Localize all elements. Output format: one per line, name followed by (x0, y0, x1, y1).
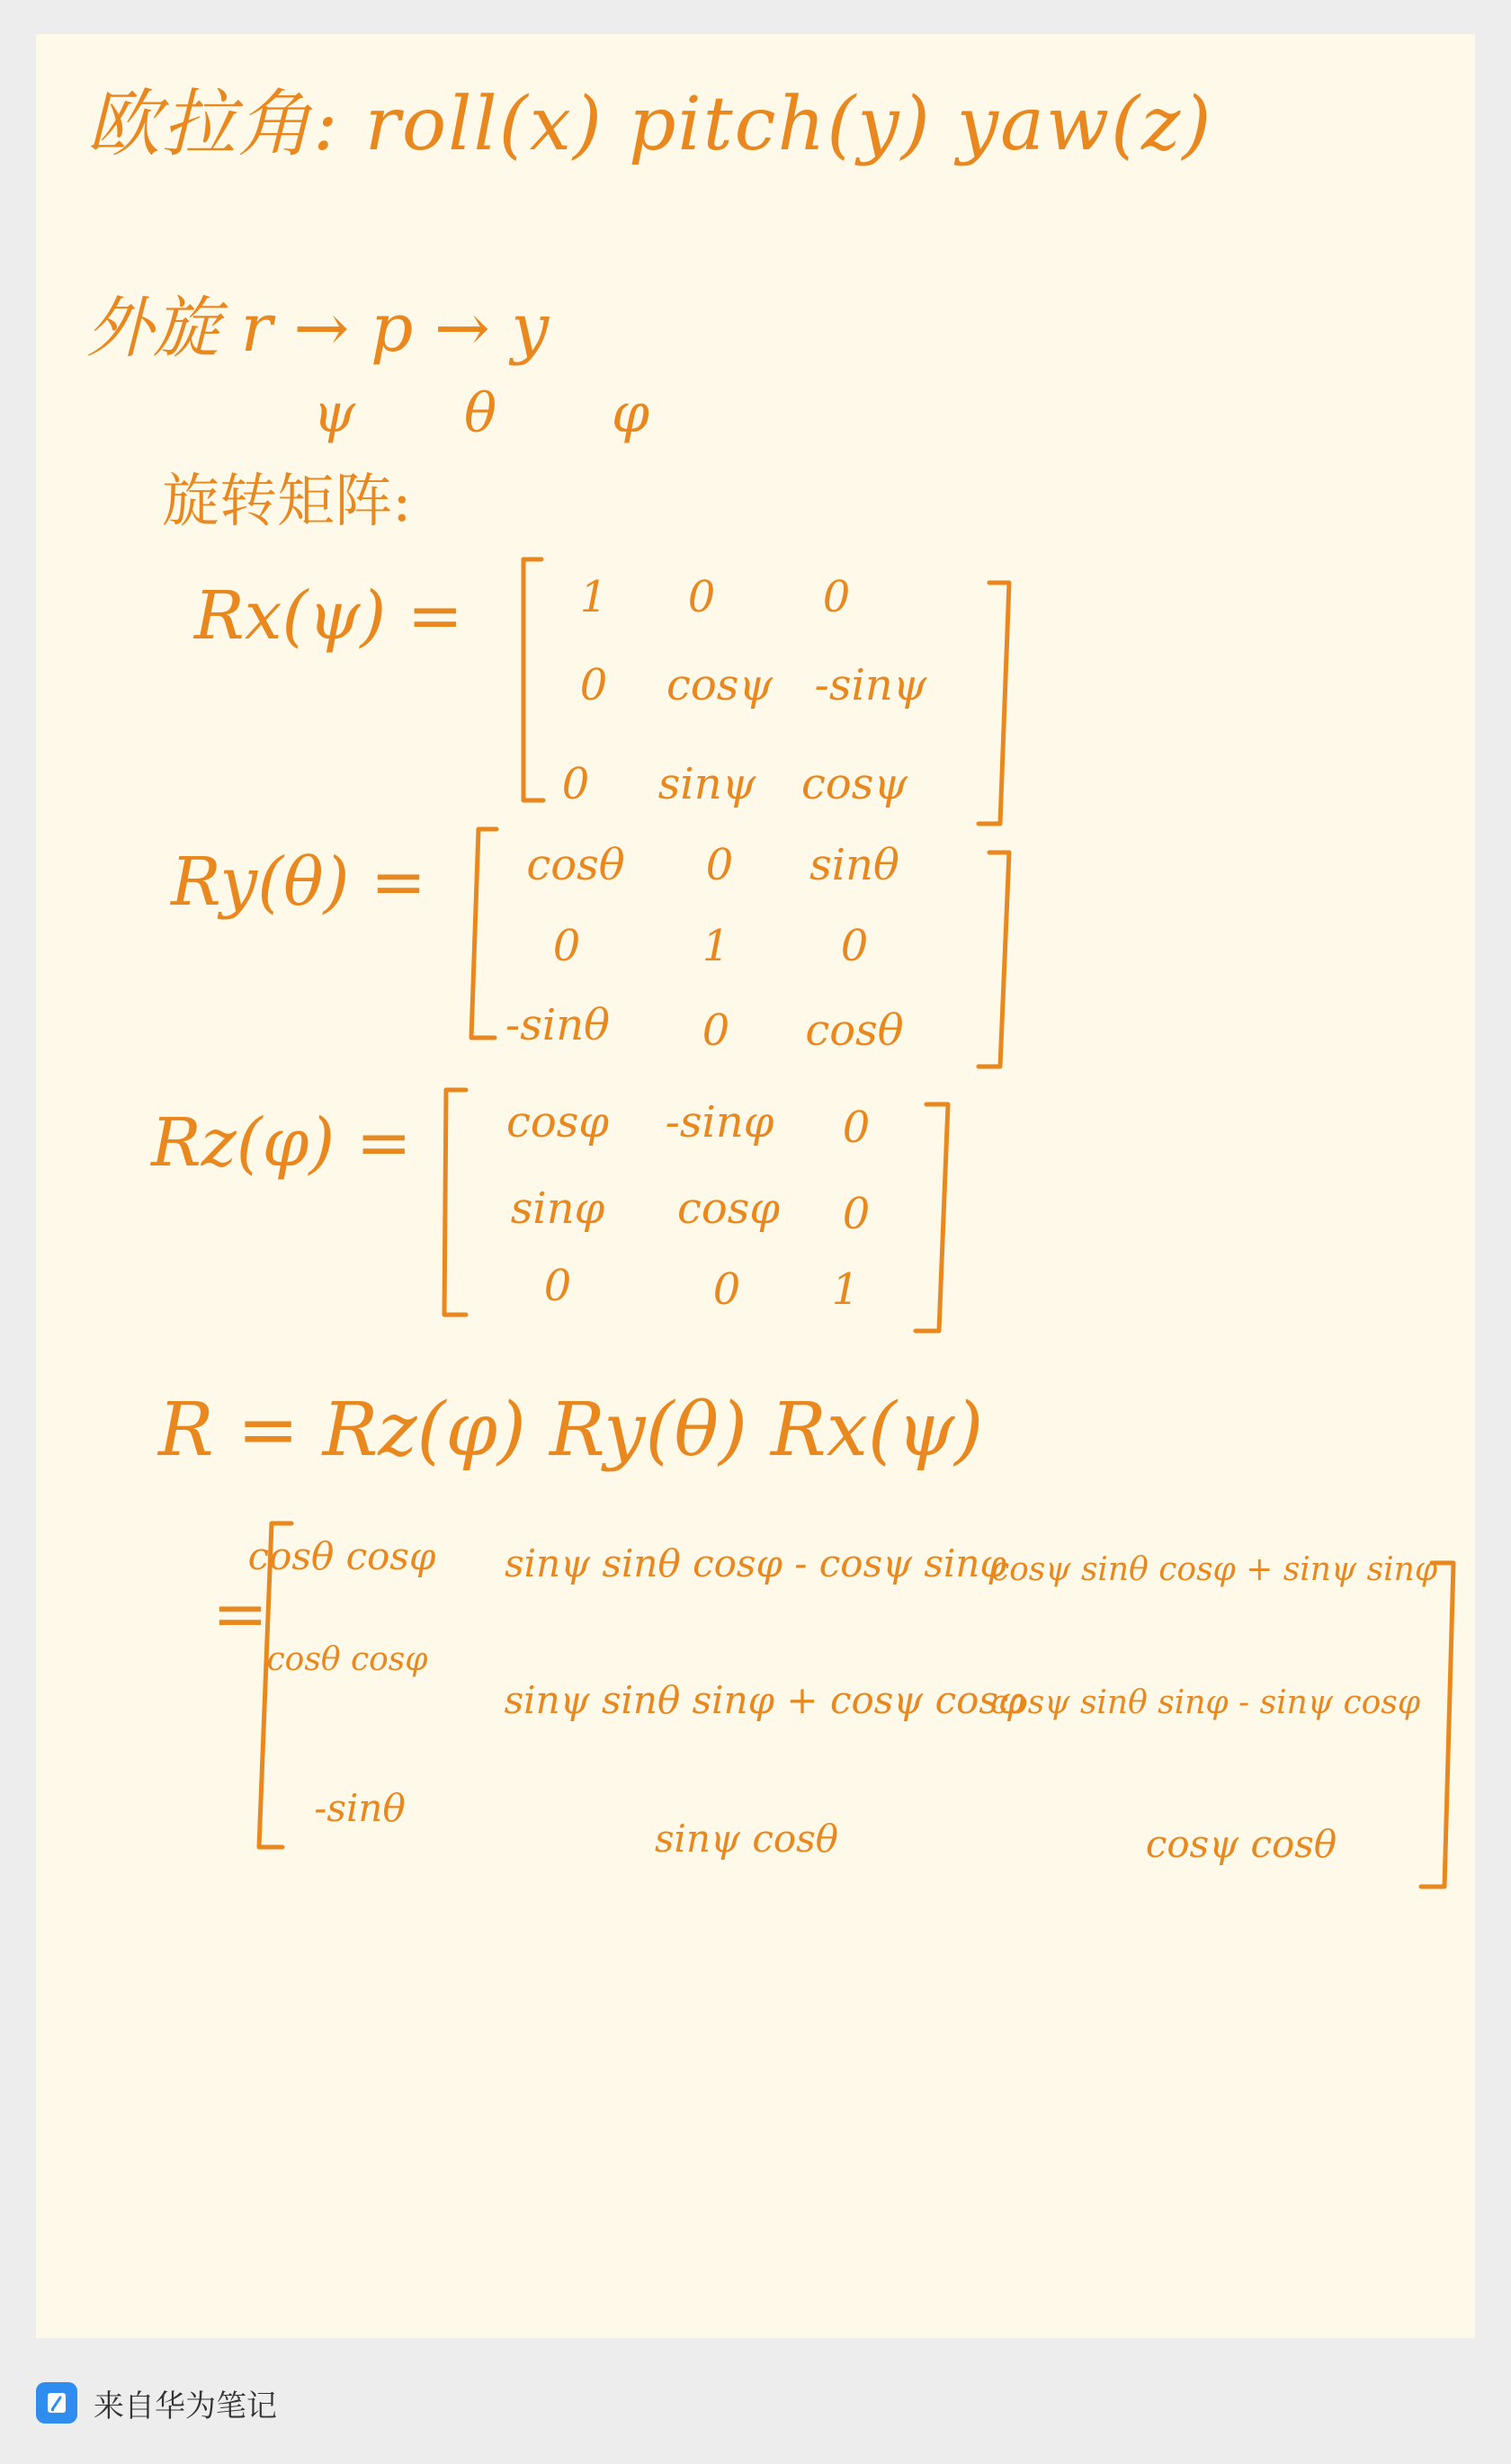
ry-cell-31: -sinθ (505, 1000, 611, 1050)
result-cell-21: cosθ cosφ (266, 1641, 428, 1678)
rz-cell-12: -sinφ (665, 1097, 774, 1147)
ry-cell-33: cosθ (805, 1005, 904, 1056)
note-page (36, 34, 1475, 2338)
ry-cell-22: 1 (702, 921, 730, 971)
result-cell-11: cosθ cosφ (247, 1534, 436, 1578)
rz-cell-13: 0 (842, 1103, 871, 1153)
result-cell-33: cosψ cosθ (1145, 1822, 1337, 1866)
ry-cell-12: 0 (705, 840, 734, 890)
rx-cell-21: 0 (579, 660, 608, 710)
rz-cell-11: cosφ (505, 1097, 610, 1147)
rx-cell-12: 0 (687, 572, 716, 622)
ry-cell-21: 0 (552, 921, 581, 971)
rz-lhs: Rz(φ) = (151, 1104, 412, 1182)
ry-cell-11: cosθ (526, 840, 625, 890)
rz-cell-22: cosφ (676, 1183, 781, 1234)
huawei-notes-icon (36, 2382, 77, 2424)
result-cell-12: sinψ sinθ cosφ - cosψ sinφ (505, 1541, 1006, 1585)
rx-cell-13: 0 (822, 572, 851, 622)
result-cell-32: sinψ cosθ (655, 1817, 838, 1861)
note-title: 欧拉角: roll(x) pitch(y) yaw(z) (86, 82, 1213, 167)
rz-cell-32: 0 (712, 1264, 741, 1315)
rotation-matrix-heading: 旋转矩阵: (162, 469, 412, 535)
rotation-order: 外旋 r → p → y (86, 290, 550, 367)
ry-cell-32: 0 (702, 1005, 730, 1056)
rx-cell-11: 1 (579, 572, 608, 622)
rz-cell-33: 1 (831, 1264, 860, 1315)
result-cell-22: sinψ sinθ sinφ + cosψ cosφ (504, 1678, 1025, 1722)
ry-cell-13: sinθ (809, 840, 899, 890)
ry-cell-23: 0 (840, 921, 869, 971)
product-equation: R = Rz(φ) Ry(θ) Rx(ψ) (158, 1388, 984, 1473)
rx-cell-33: cosψ (800, 759, 908, 809)
result-cell-13: cosψ sinθ cosφ + sinψ sinφ (990, 1551, 1438, 1588)
rx-cell-32: sinψ (657, 759, 756, 809)
rz-cell-31: 0 (543, 1261, 572, 1311)
rz-cell-21: sinφ (510, 1183, 605, 1234)
footer-label: 来自华为笔记 (94, 2388, 277, 2424)
rx-cell-23: -sinψ (814, 660, 927, 710)
rx-cell-22: cosψ (666, 660, 773, 710)
ry-lhs: Ry(θ) = (171, 844, 427, 921)
footer-attribution (36, 2376, 277, 2430)
result-cell-31: -sinθ (314, 1786, 406, 1830)
angle-y: φ (612, 382, 650, 445)
angle-r: ψ (313, 382, 356, 445)
rz-cell-23: 0 (842, 1189, 871, 1239)
rx-cell-31: 0 (561, 759, 590, 809)
result-cell-23: cosψ sinθ sinφ - sinψ cosφ (989, 1684, 1421, 1721)
angle-p: θ (464, 382, 497, 445)
result-lhs: = (212, 1576, 269, 1653)
rx-lhs: Rx(ψ) = (194, 577, 463, 655)
